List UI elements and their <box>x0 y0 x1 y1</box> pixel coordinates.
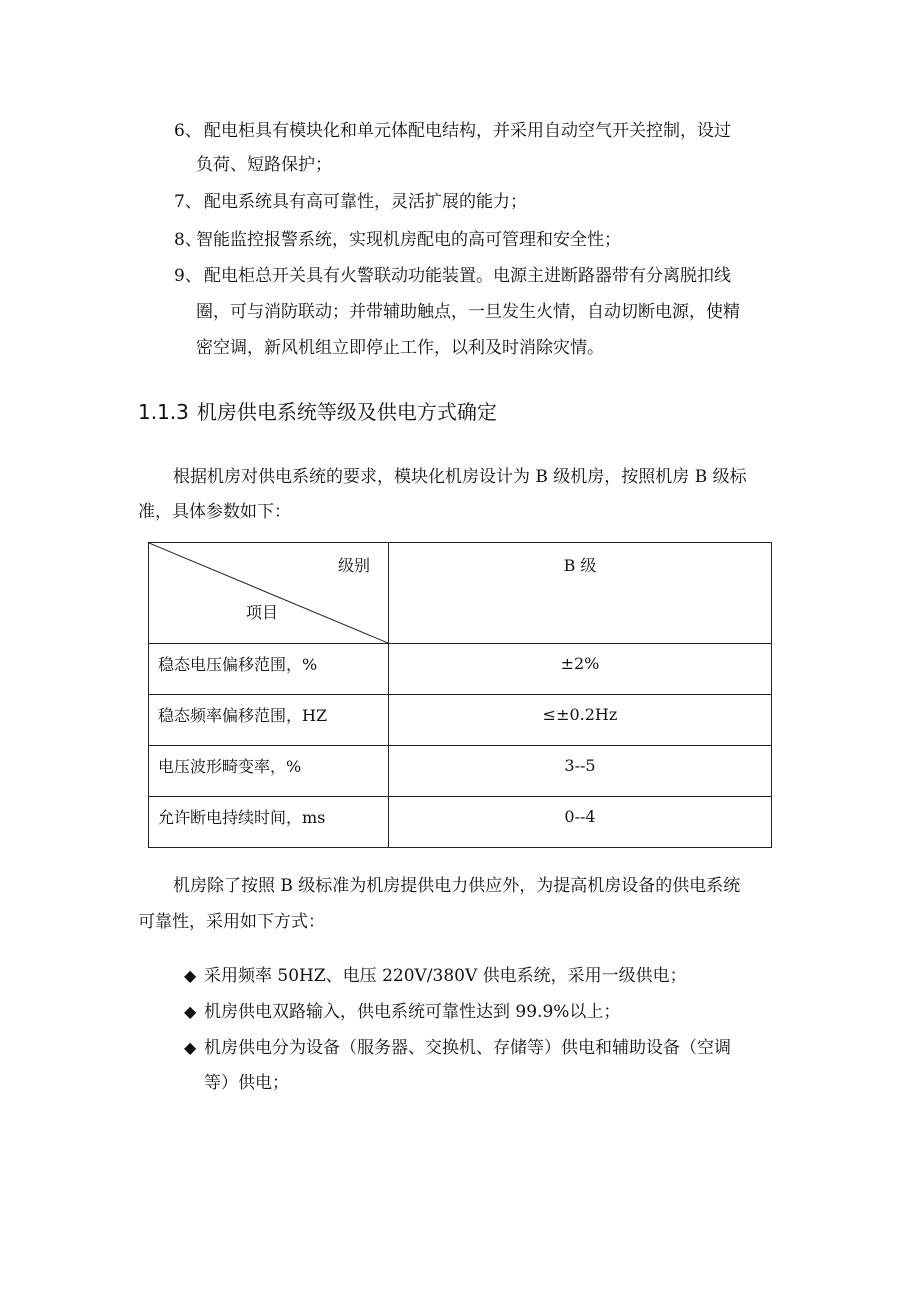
table-cell-value <box>389 644 772 695</box>
header-level-label: 级别 <box>337 556 370 575</box>
bullet-text-line: 机房供电分为设备（服务器、交换机、存储等）供电和辅助设备（空调 <box>204 1038 731 1058</box>
cell-text: 电压波形畸变率，% <box>158 757 302 776</box>
list-text-line: 智能监控报警系统，实现机房配电的高可管理和安全性； <box>196 230 621 250</box>
diamond-bullet-icon: ◆ <box>184 1002 197 1021</box>
table-row <box>149 695 772 746</box>
table-cell-item <box>149 797 389 848</box>
table-cell-value <box>389 797 772 848</box>
list-text-line: 配电系统具有高可靠性，灵活扩展的能力； <box>204 192 527 212</box>
paragraph-line: 准，具体参数如下： <box>138 502 291 522</box>
bullet-text-line: 等）供电； <box>204 1073 289 1093</box>
paragraph-line: 可靠性，采用如下方式： <box>138 912 325 932</box>
header-item-label: 项目 <box>246 603 279 622</box>
section-number: 1.1.3 <box>138 400 189 424</box>
table-cell-item <box>149 746 389 797</box>
section-title: 机房供电系统等级及供电方式确定 <box>196 400 497 424</box>
diagonal-header-cell <box>149 543 389 644</box>
bullet-text-line: 采用频率 50HZ、电压 220V/380V 供电系统，采用一级供电； <box>204 966 687 986</box>
list-text-line: 圈，可与消防联动；并带辅助触点，一旦发生火情，自动切断电源，使精 <box>196 302 740 322</box>
diamond-bullet-icon: ◆ <box>184 966 197 985</box>
table-row <box>149 797 772 848</box>
table-row <box>149 644 772 695</box>
paragraph-line: 根据机房对供电系统的要求，模块化机房设计为 B 级机房，按照机房 B 级标 <box>173 467 747 487</box>
cell-text: 允许断电持续时间，ms <box>158 808 326 827</box>
table-cell-value <box>389 695 772 746</box>
list-text-line: 密空调，新风机组立即停止工作，以利及时消除灾情。 <box>196 338 604 358</box>
list-number: 9、 <box>174 266 202 286</box>
parameter-table <box>148 542 772 848</box>
section-heading <box>138 399 497 425</box>
cell-text: 3--5 <box>564 756 596 775</box>
list-text-line: 配电柜总开关具有火警联动功能装置。电源主进断路器带有分离脱扣线 <box>204 266 731 286</box>
list-number: 6、 <box>174 121 202 141</box>
header-grade-cell <box>389 543 772 644</box>
cell-text: 稳态频率偏移范围，HZ <box>158 706 328 725</box>
table-cell-value <box>389 746 772 797</box>
header-grade-label: B 级 <box>563 556 597 575</box>
paragraph-line: 机房除了按照 B 级标准为机房提供电力供应外，为提高机房设备的供电系统 <box>173 876 741 896</box>
list-text-line: 负荷、短路保护； <box>196 155 332 175</box>
list-text-line: 配电柜具有模块化和单元体配电结构，并采用自动空气开关控制，设过 <box>204 121 731 141</box>
cell-text: 0--4 <box>564 807 596 826</box>
list-number: 8、 <box>174 230 202 250</box>
list-number: 7、 <box>174 192 202 212</box>
cell-text: ≤±0.2Hz <box>542 705 618 724</box>
bullet-text-line: 机房供电双路输入，供电系统可靠性达到 99.9%以上； <box>204 1002 621 1022</box>
cell-text: ±2% <box>560 654 600 673</box>
table-cell-item <box>149 644 389 695</box>
table-header-row <box>149 543 772 644</box>
diamond-bullet-icon: ◆ <box>184 1038 197 1057</box>
cell-text: 稳态电压偏移范围，% <box>158 655 318 674</box>
table-cell-item <box>149 695 389 746</box>
table-row <box>149 746 772 797</box>
